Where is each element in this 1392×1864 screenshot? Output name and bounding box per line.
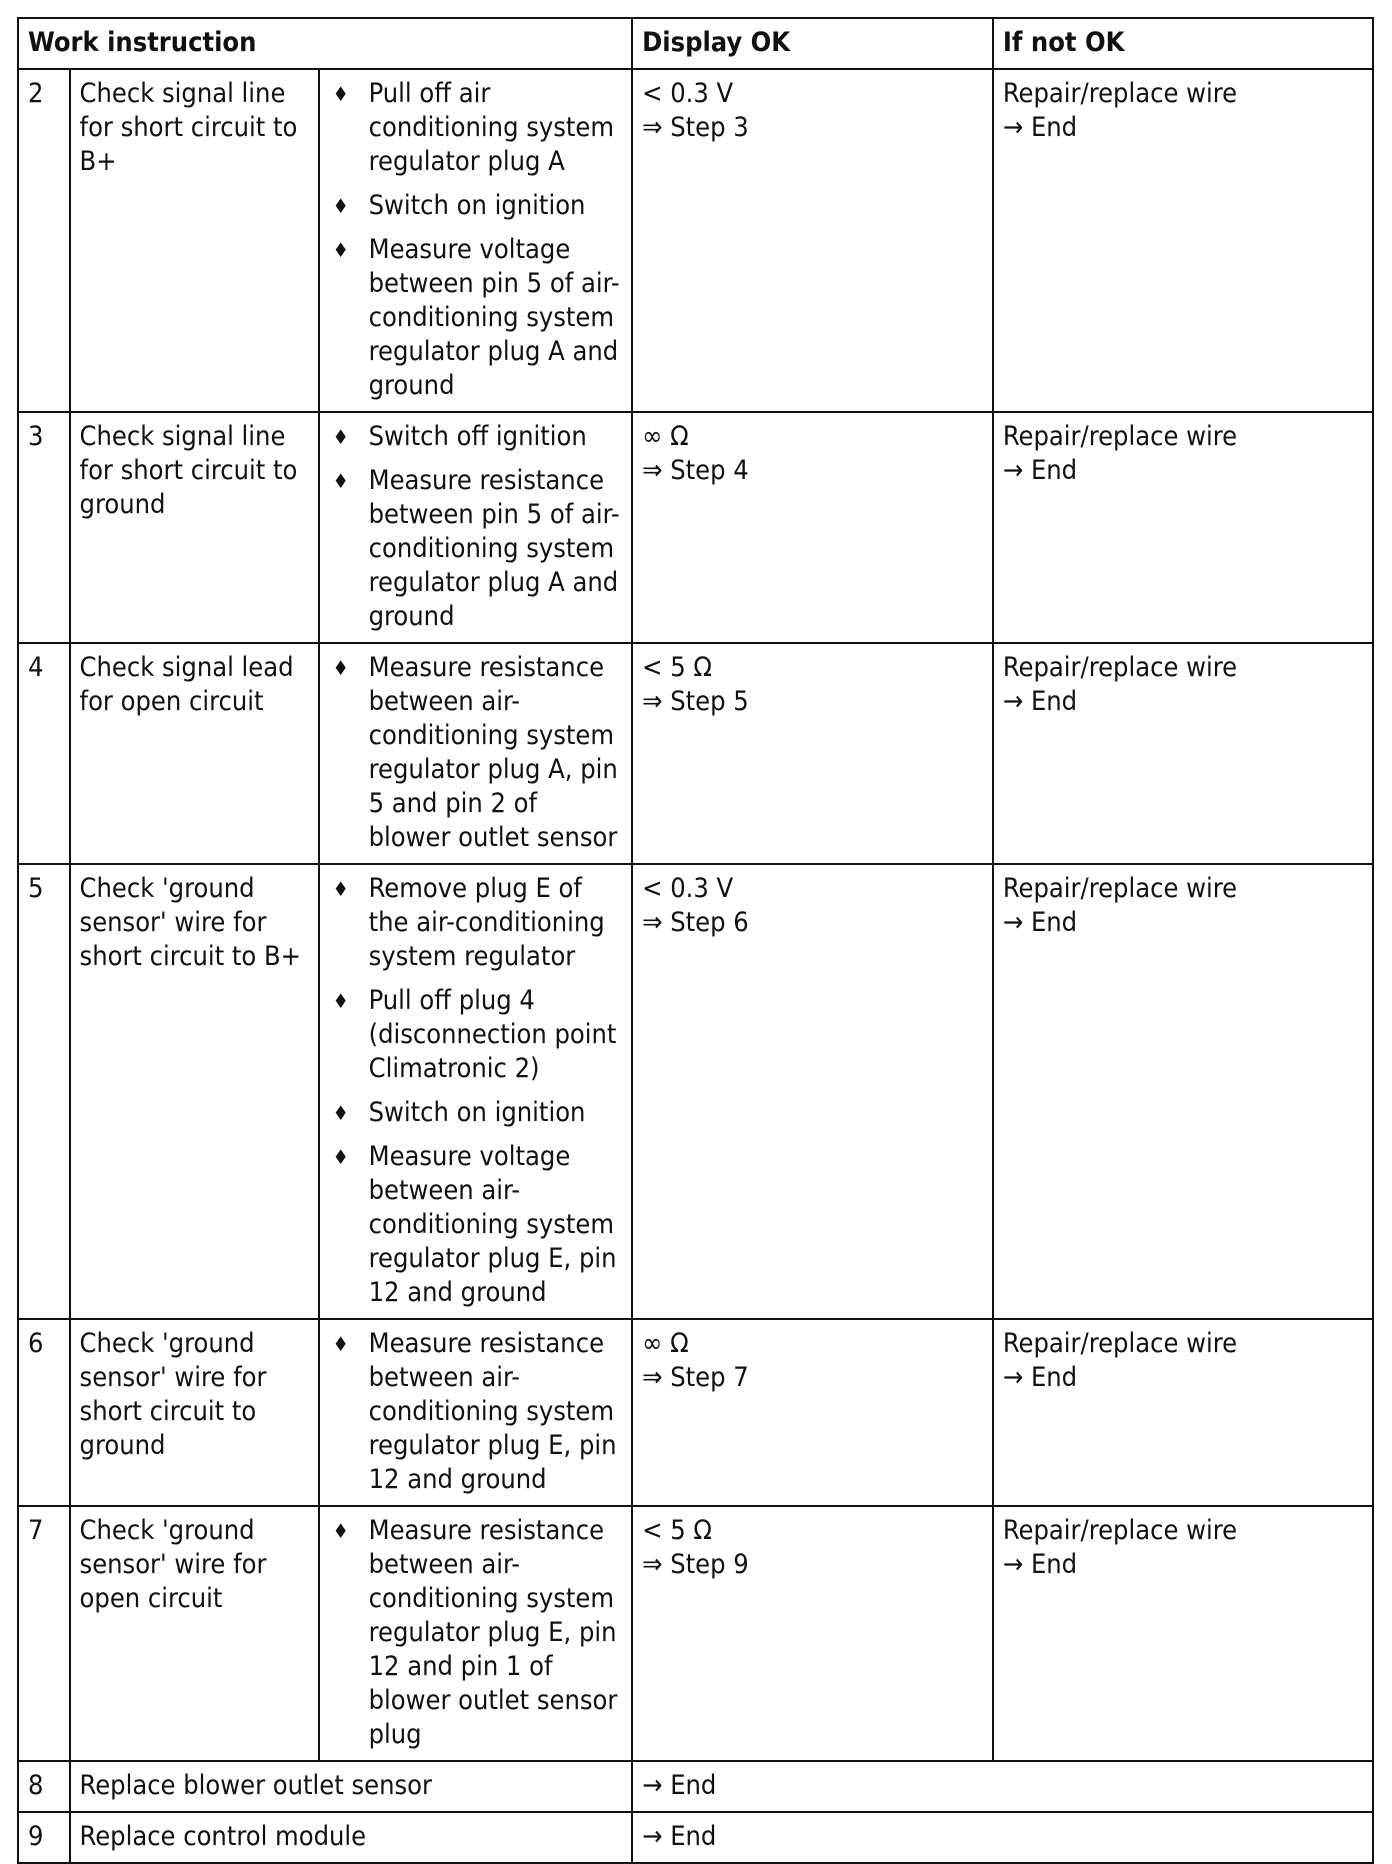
display-ok-value: ∞ Ω — [642, 1328, 689, 1359]
diamond-bullet-icon: ♦ — [332, 1519, 349, 1543]
if-not-ok-next: → End — [1002, 907, 1078, 938]
display-ok-next: ⇒ Step 9 — [642, 1549, 749, 1580]
step-result: → End — [632, 1812, 1373, 1863]
table-row — [18, 1319, 1373, 1506]
header-display-ok: Display OK — [632, 18, 993, 69]
step-actions — [319, 69, 633, 412]
step-description: Check signal line for short circuit to ground — [70, 412, 319, 643]
if-not-ok-cell — [993, 412, 1373, 643]
diamond-bullet-icon: ♦ — [332, 989, 349, 1013]
header-work-instruction: Work instruction — [18, 18, 632, 69]
display-ok-next: ⇒ Step 5 — [642, 686, 749, 717]
step-number: 3 — [18, 412, 70, 643]
step-actions — [319, 864, 633, 1319]
step-actions — [319, 412, 633, 643]
if-not-ok-next: → End — [1002, 112, 1078, 143]
display-ok-value: ∞ Ω — [642, 421, 689, 452]
step-number: 2 — [18, 69, 70, 412]
display-ok-next: ⇒ Step 3 — [642, 112, 749, 143]
if-not-ok-cell — [993, 1506, 1373, 1761]
display-ok-cell — [632, 1319, 993, 1506]
display-ok-value: < 0.3 V — [642, 78, 734, 109]
if-not-ok-cell — [993, 643, 1373, 864]
if-not-ok-action: Repair/replace wire — [1002, 1328, 1238, 1359]
table-row — [18, 864, 1373, 1319]
step-description: Check 'ground sensor' wire for short circuit to B+ — [70, 864, 319, 1319]
header-if-not-ok: If not OK — [993, 18, 1373, 69]
step-description: Check 'ground sensor' wire for short circuit to ground — [70, 1319, 319, 1506]
if-not-ok-action: Repair/replace wire — [1002, 421, 1238, 452]
display-ok-cell — [632, 1506, 993, 1761]
step-number: 8 — [18, 1761, 70, 1812]
if-not-ok-action: Repair/replace wire — [1002, 873, 1238, 904]
display-ok-value: < 5 Ω — [642, 1515, 712, 1546]
if-not-ok-cell — [993, 864, 1373, 1319]
display-ok-value: < 5 Ω — [642, 652, 712, 683]
diamond-bullet-icon: ♦ — [332, 469, 349, 493]
table-row — [18, 412, 1373, 643]
action-item: ♦ Remove plug E of the air-conditioning system regulator — [332, 873, 605, 972]
action-item: ♦ Switch off ignition — [332, 421, 587, 452]
if-not-ok-action: Repair/replace wire — [1002, 78, 1238, 109]
display-ok-cell — [632, 864, 993, 1319]
work-instruction-table — [17, 17, 1374, 1864]
diamond-bullet-icon: ♦ — [332, 877, 349, 901]
if-not-ok-action: Repair/replace wire — [1002, 652, 1238, 683]
step-number: 6 — [18, 1319, 70, 1506]
display-ok-next: ⇒ Step 6 — [642, 907, 749, 938]
action-item: ♦ Measure resistance between air-conditioning system regulator plug E, pin 12 and ground — [332, 1328, 617, 1495]
step-description: Replace control module — [70, 1812, 633, 1863]
display-ok-cell — [632, 69, 993, 412]
if-not-ok-next: → End — [1002, 686, 1078, 717]
step-number: 5 — [18, 864, 70, 1319]
step-actions — [319, 643, 633, 864]
diamond-bullet-icon: ♦ — [332, 82, 349, 106]
step-number: 9 — [18, 1812, 70, 1863]
table-row — [18, 1506, 1373, 1761]
if-not-ok-next: → End — [1002, 1549, 1078, 1580]
action-item: ♦ Measure resistance between air-conditioning system regulator plug A, pin 5 and pin 2 of blower outlet sensor — [332, 652, 618, 853]
diamond-bullet-icon: ♦ — [332, 1332, 349, 1356]
table-row — [18, 1812, 1373, 1863]
step-actions — [319, 1506, 633, 1761]
if-not-ok-cell — [993, 1319, 1373, 1506]
diamond-bullet-icon: ♦ — [332, 425, 349, 449]
step-description: Replace blower outlet sensor — [70, 1761, 633, 1812]
step-description: Check 'ground sensor' wire for open circuit — [70, 1506, 319, 1761]
action-item: ♦ Switch on ignition — [332, 190, 586, 221]
action-item: ♦ Pull off air conditioning system regulator plug A — [332, 78, 615, 177]
table-row — [18, 69, 1373, 412]
action-item: ♦ Switch on ignition — [332, 1097, 586, 1128]
action-item: ♦ Measure voltage between air-conditioning system regulator plug E, pin 12 and ground — [332, 1141, 617, 1308]
display-ok-next: ⇒ Step 7 — [642, 1362, 749, 1393]
action-item: ♦ Measure voltage between pin 5 of air-conditioning system regulator plug A and ground — [332, 234, 620, 401]
diamond-bullet-icon: ♦ — [332, 1101, 349, 1125]
display-ok-cell — [632, 412, 993, 643]
step-number: 7 — [18, 1506, 70, 1761]
display-ok-cell — [632, 643, 993, 864]
if-not-ok-cell — [993, 69, 1373, 412]
action-item: ♦ Pull off plug 4 (disconnection point Climatronic 2) — [332, 985, 617, 1084]
diamond-bullet-icon: ♦ — [332, 656, 349, 680]
if-not-ok-next: → End — [1002, 1362, 1078, 1393]
table-row — [18, 643, 1373, 864]
step-description: Check signal lead for open circuit — [70, 643, 319, 864]
if-not-ok-action: Repair/replace wire — [1002, 1515, 1238, 1546]
table-row — [18, 1761, 1373, 1812]
display-ok-value: < 0.3 V — [642, 873, 734, 904]
diamond-bullet-icon: ♦ — [332, 238, 349, 262]
step-description: Check signal line for short circuit to B+ — [70, 69, 319, 412]
diamond-bullet-icon: ♦ — [332, 1145, 349, 1169]
step-result: → End — [632, 1761, 1373, 1812]
diamond-bullet-icon: ♦ — [332, 194, 349, 218]
step-number: 4 — [18, 643, 70, 864]
header-row — [18, 18, 1373, 69]
if-not-ok-next: → End — [1002, 455, 1078, 486]
action-item: ♦ Measure resistance between pin 5 of air-conditioning system regulator plug A and ground — [332, 465, 620, 632]
action-item: ♦ Measure resistance between air-conditioning system regulator plug E, pin 12 and pin 1 of blower outlet sensor plug — [332, 1515, 618, 1750]
display-ok-next: ⇒ Step 4 — [642, 455, 749, 486]
step-actions — [319, 1319, 633, 1506]
